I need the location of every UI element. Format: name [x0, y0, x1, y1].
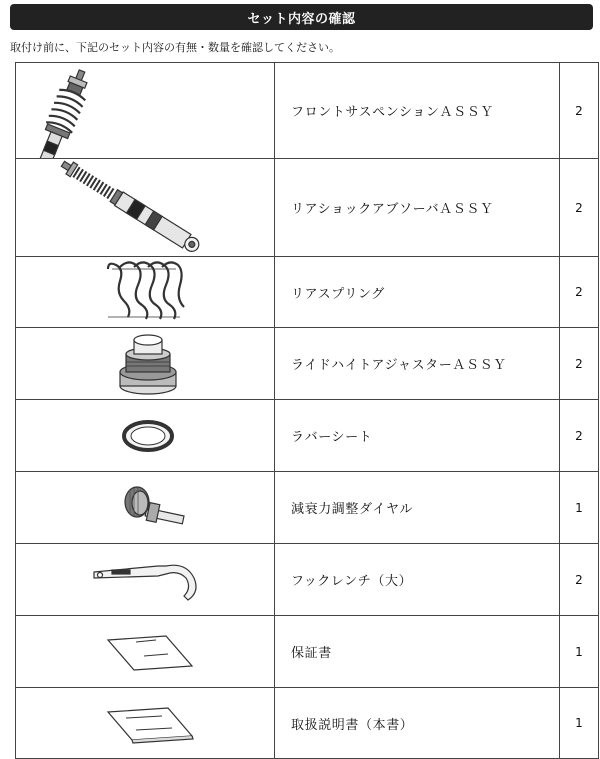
item-quantity: 2 — [560, 257, 599, 328]
table-row — [16, 544, 599, 616]
item-name: 保証書 — [275, 616, 560, 688]
item-name: 減衰力調整ダイヤル — [275, 472, 560, 544]
item-name: 取扱説明書（本書） — [275, 688, 560, 759]
item-quantity: 2 — [560, 159, 599, 257]
item-quantity: 1 — [560, 616, 599, 688]
table-row — [16, 400, 599, 472]
item-quantity: 2 — [560, 328, 599, 400]
item-name: フックレンチ（大） — [275, 544, 560, 616]
table-row — [16, 688, 599, 759]
item-name: リアショックアブソーバＡＳＳＹ — [275, 159, 560, 257]
rear-spring-icon — [16, 257, 274, 327]
table-row — [16, 472, 599, 544]
warranty-card-icon — [16, 616, 274, 687]
manual-booklet-icon — [16, 688, 274, 758]
front-suspension-icon — [16, 63, 274, 158]
item-quantity: 2 — [560, 400, 599, 472]
contents-table — [15, 62, 599, 759]
table-row — [16, 63, 599, 159]
rubber-seat-icon — [16, 400, 274, 471]
rear-shock-absorber-icon — [16, 159, 274, 256]
table-row — [16, 616, 599, 688]
item-quantity: 2 — [560, 544, 599, 616]
item-name: フロントサスペンションＡＳＳＹ — [275, 63, 560, 159]
item-quantity: 1 — [560, 472, 599, 544]
item-quantity: 2 — [560, 63, 599, 159]
item-quantity: 1 — [560, 688, 599, 759]
item-name: リアスプリング — [275, 257, 560, 328]
item-name: ラバーシート — [275, 400, 560, 472]
table-row — [16, 328, 599, 400]
page-title-bar — [10, 4, 593, 30]
table-row — [16, 159, 599, 257]
damping-dial-icon — [16, 472, 274, 543]
hook-wrench-icon — [16, 544, 274, 615]
item-name: ライドハイトアジャスターＡＳＳＹ — [275, 328, 560, 400]
ride-height-adjuster-icon — [16, 328, 274, 399]
instruction-text: 取付け前に、下記のセット内容の有無・数量を確認してください。 — [10, 41, 340, 54]
table-row — [16, 257, 599, 328]
page-title: セット内容の確認 — [247, 11, 356, 27]
